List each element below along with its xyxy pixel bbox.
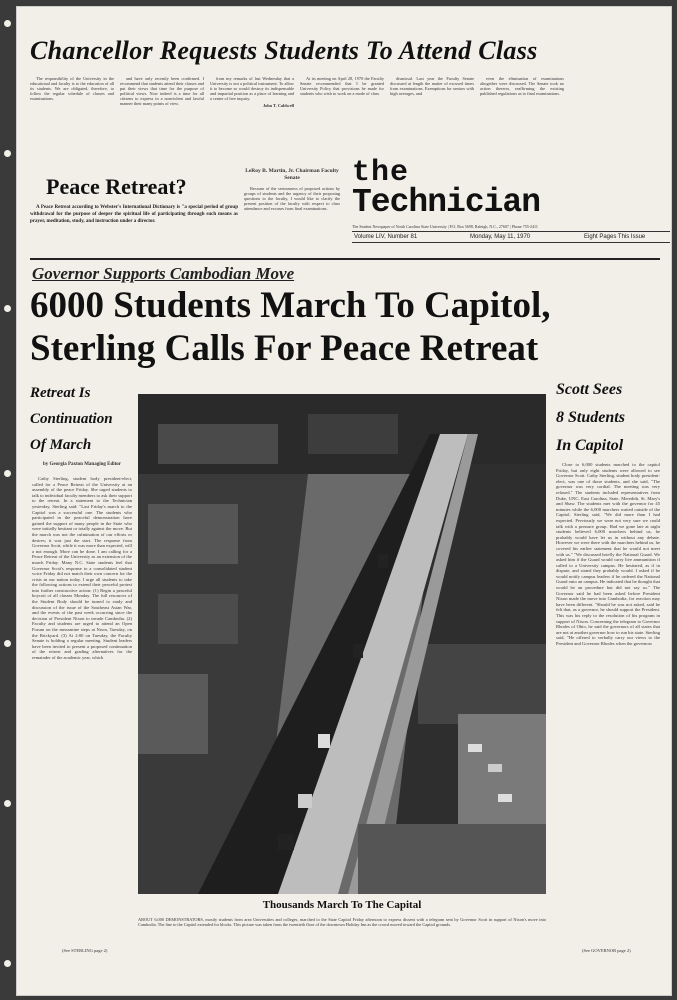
newspaper-page: [16, 6, 672, 996]
chancellor-col-3-text: from my remarks of last Wednesday that a University is not a political instrument. To allow it to become so would destroy its indispensable and impartial position as a place of learning and a center of free inquiry.: [210, 76, 294, 102]
dismissal-col: [390, 76, 474, 140]
right-story-body-text: Close to 6,000 students marched to the capitol Friday, but only eight students were allowed to see Governor Scott. Cathy Sterling, student body president-elect, was one of those students, and she said, "The governor was very cordial. The meeting was very relaxed." The students included representatives from Duke, UNC, East Carolina, State, Meredith, St. Mary's and Shaw. The students met with the governor for 45 minutes while the 6,000 marchers waited outside of the Capitol. Sterling said, "We did more than I had expected. Previously we were not very sure we could talk with a pressure group. Had we gone late at night students believed 6,000 marchers behind us, he probably would have let us in without any debate. However we were there with the marchers behind us, he covered his earlier statement that he would not meet with us." "We discussed briefly the National Guard. We asked him if the Guard would carry live ammunition if called to a University campus. He hesitated, as if in dispute, and stated they probably would. I asked if he would notify campus leaders if he ordered the National Guard onto an campus. He indicated that he thought that would be an procedure but did not say so." The Governor said he had been asked before President Nixon made the move into Cambodia, for reaction may have been different. "Should he was not asked, said he felt that, as a governor, he should support the President. This was his reply to the resolution of his program in support of Nixon. Concerning the telegram to Governor Rhodes of Ohio, he said the governors of all states that are not at another governor how to run his state. Sterling said, "He offered to verbally carry our views to the President and Governor Rhodes when the governors: [556, 462, 660, 646]
left-story-byline: by Georgia Paxton Managing Editor: [42, 462, 122, 467]
photo-building: [158, 424, 278, 464]
left-story-headline: [30, 380, 134, 458]
peace-retreat-definition: [30, 204, 238, 252]
binder-hole: [4, 470, 11, 477]
binder-hole: [4, 800, 11, 807]
photo-car: [298, 794, 312, 808]
peace-retreat-headline: Peace Retreat?: [46, 174, 187, 199]
chancellor-col-4: [300, 76, 384, 140]
main-headline-line-1: 6000 Students March To Capitol,: [30, 285, 551, 326]
right-story-headline-1: Scott Sees: [556, 381, 623, 398]
left-story-headline-3: Of March: [30, 437, 92, 453]
chancellor-col-2: [120, 76, 204, 156]
main-headline: [30, 284, 660, 370]
binder-hole: [4, 305, 11, 312]
technician-masthead: [352, 158, 672, 250]
faculty-statement: [244, 186, 340, 254]
masthead-title: Technician: [352, 184, 541, 221]
masthead-pages: Eight Pages This Issue: [584, 234, 646, 240]
right-story-headline-2: 8 Students: [556, 409, 625, 426]
photo-building: [148, 504, 238, 564]
photo-caption: ABOUT 6,000 DEMONSTRATORS, mostly students from area Universities and colleges, marched to the State Capitol Friday afternoon to express dissent with a telegram sent by Governor Scott in support of Nixon's move into Cambodia. The line to the Capitol extended for blocks. This picture was taken from the twentieth floor of the downtown Holiday Inn as the crowd moved toward the Capitol grounds.: [138, 917, 546, 928]
chancellor-col-3: [210, 76, 294, 146]
photo-foreground-roof: [358, 824, 546, 894]
dismissal-col-text: dismissal. Last year the Faculty Senate discussed at length the matter of excused times from examinations. Exemptions for seniors with high averages, and: [390, 76, 474, 97]
photo-caption-title: Thousands March To The Capital: [262, 899, 422, 911]
left-story-body: [32, 476, 132, 946]
photo-building: [158, 594, 238, 644]
binder-edge: [0, 0, 16, 1000]
cambodian-kicker: Governor Supports Cambodian Move: [32, 264, 295, 283]
binder-hole: [4, 960, 11, 967]
statement-byline: LeRoy B. Martin, Jr. Chairman Faculty Senate: [245, 168, 339, 181]
main-headline-line-2: Sterling Calls For Peace Retreat: [30, 328, 539, 369]
exam-col: [480, 76, 564, 140]
binder-hole: [4, 20, 11, 27]
right-story-jump: (See GOVERNOR page 2): [582, 948, 631, 953]
photo-parked-car: [468, 744, 482, 752]
faculty-statement-text: Because of the seriousness of proposed actions by groups of students and the urgency of their proposing questions to the faculty, I would like to clarify the present position of the faculty with respect to class attendance and excuses from final examinations.: [244, 186, 340, 212]
photo-parked-car: [488, 764, 502, 772]
chancellor-headline: Chancellor Requests Students To Attend Class: [30, 36, 538, 65]
photo-parked-car: [498, 794, 512, 802]
chancellor-col-1: [30, 76, 114, 140]
masthead-volume: Volume LIV, Number 81: [354, 234, 418, 240]
photo-car: [353, 644, 363, 658]
left-story-jump: (See STERLING page 2): [62, 948, 108, 953]
left-story-headline-1: Retreat Is: [30, 385, 91, 401]
chancellor-col-4-text: At its meeting on April 28, 1970 the Faculty Senate recommended that I be granted University Policy that provisions be made for students who wish to work on a mode of class: [300, 76, 384, 97]
chancellor-col-1-text: The responsibility of the University in the educational and faculty is to the education of all its students. We are obligated, therefore, to follow the regular schedule of classes and examinations.: [30, 76, 114, 102]
binder-hole: [4, 640, 11, 647]
photo-car: [318, 734, 330, 748]
masthead-the: the: [352, 156, 410, 190]
photo-building: [308, 414, 398, 454]
photo-building: [138, 674, 208, 754]
masthead-date: Monday, May 11, 1970: [470, 234, 531, 240]
right-story-headline: [556, 376, 666, 460]
left-story-headline-2: Continuation: [30, 411, 113, 427]
march-aerial-photo: [138, 394, 546, 894]
right-story-body: [556, 462, 660, 946]
right-story-headline-3: In Capitol: [556, 437, 624, 454]
masthead-subtitle: The Student Newspaper of North Carolina State University | P.O. Box 5698, Raleigh, N.C., 27607 | Phone 755-2411: [352, 224, 538, 229]
photo-car: [278, 834, 294, 850]
chancellor-col-2-text: and have only recently been confirmed. I recommend that students attend their classes and put their views that time for the purpose of political views. Now indeed is a time for all citizens to express in a nonviolent and lawful manner their many points of view.: [120, 76, 204, 107]
peace-retreat-definition-text: A Peace Retreat according to Webster's International Dictionary is "a special period of group withdrawal for the purpose of deeper the spiritual life of participating through such means as prayer, meditation, study, and instruction under a director.: [30, 205, 238, 224]
binder-hole: [4, 150, 11, 157]
photo-car: [378, 554, 388, 568]
section-rule: [30, 258, 660, 260]
photo-building-roof: [418, 644, 546, 724]
masthead-info-bar: [352, 231, 670, 243]
left-story-body-text: Cathy Sterling, student body president-elect, called for a Peace Retreat of the University at an assembly of the peace Friday. She urged students to talk to individual faculty members to ask their support to the retreat. In a statement to the Technician yesterday, Sterling said: "Last Friday's march to the Capitol was a successful one. The students who participated in the peaceful demonstration have gained the support of many people in the State who were initially hesitant or totally against the move. But the march was not the culmination of our efforts or desires; it was just the start. The response from Governor Scott, while it was more than expected, will a not enough. More can be done. I am calling for a Peace Retreat of the University as an extension of the march Friday. Many N.C. State students feel that Governor Scott's response to a consolidated student voice Friday did not match their own concern for the crisis in our nation today. I urge all students to take the following actions to extend their peaceful protest into further constructive action: (1) Begin a peaceful boycott of all classes Monday. The full resources of the Student Body should be turned to study and discussion of the issue of the Southeast Asian War, and the events of the past week occurring since the decision of President Nixon to invade Cambodia. (2) Faculty and students are urged to attend an Open Forum on the mezzanine steps at Noon, Tuesday, on the Brickyard. (3) At 2:00 on Tuesday, the Faculty Senate is holding a regular meeting. Student leaders have been invited to present a proposed continuation of the retreat and grading alternatives for the remainder of the academic year, which: [32, 476, 132, 660]
chancellor-signature: John T. Caldwell: [262, 103, 294, 109]
exam-col-text: even the elimination of examinations altogether were discussed. The Senate took no action thereon, reaffirming the existing published regulations as to final examinations.: [480, 76, 564, 97]
